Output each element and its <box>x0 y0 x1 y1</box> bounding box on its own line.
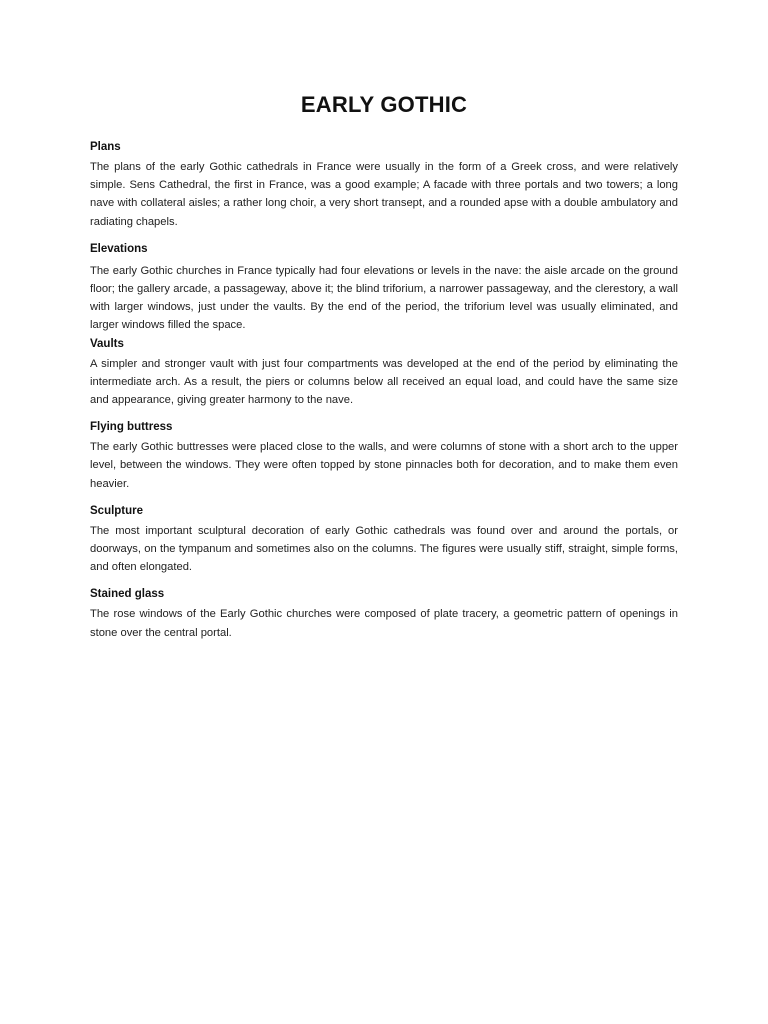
section-vaults <box>90 337 678 410</box>
section-heading-plans: Plans <box>90 141 121 153</box>
section-heading-flying-buttress: Flying buttress <box>90 421 173 434</box>
section-sculpture <box>90 504 678 577</box>
section-body-sculpture: The most important sculptural decoration of early Gothic cathedrals was found over and around the portals, or doorways, on the tympanum and sometimes also on the columns. The figures were usually stiff, straight, simple forms, and often elongated. <box>90 524 678 574</box>
section-body-stained-glass: The rose windows of the Early Gothic churches were composed of plate tracery, a geometric pattern of openings in stone over the central portal. <box>90 608 678 639</box>
section-heading-elevations: Elevations <box>90 242 148 255</box>
section-body-vaults: A simpler and stronger vault with just four compartments was developed at the end of the period by eliminating the intermediate arch. As a result, the piers or columns below all received an equal load, and could have the same size and appearance, giving greater harmony to the nave. <box>90 357 678 407</box>
section-heading-sculpture: Sculpture <box>90 504 144 517</box>
section-body-flying-buttress: The early Gothic buttresses were placed close to the walls, and were columns of stone with a short arch to the upper level, between the windows. They were often topped by stone pinnacles both for decoration, and to make them even heavier. <box>90 441 678 490</box>
section-body-elevations: The early Gothic churches in France typically had four elevations or levels in the nave: the aisle arcade on the ground floor; the gallery arcade, a passageway, above it; the blind triforium, a narrower passageway, and the clerestory, a wall with larger windows, just under the vaults. By the end of the period, the triforium level was usually eliminated, and larger windows filled the space. <box>90 264 678 332</box>
section-heading-vaults: Vaults <box>90 337 124 350</box>
section-body-plans: The plans of the early Gothic cathedrals in France were usually in the form of a Greek cross, and were relatively simple. Sens Cathedral, the first in France, was a good example; A facade with three portals and two towers; a long nave with collateral aisles; a rather long choir, a very short transept, and a rounded apse with a double ambulatory and radiating chapels. <box>90 161 678 228</box>
section-heading-stained-glass: Stained glass <box>90 588 165 601</box>
section-plans <box>90 140 678 231</box>
section-flying-buttress <box>90 420 678 493</box>
page-title: EARLY GOTHIC <box>300 92 468 117</box>
document-page <box>90 92 678 653</box>
section-stained-glass <box>90 587 678 641</box>
section-elevations <box>90 242 678 335</box>
